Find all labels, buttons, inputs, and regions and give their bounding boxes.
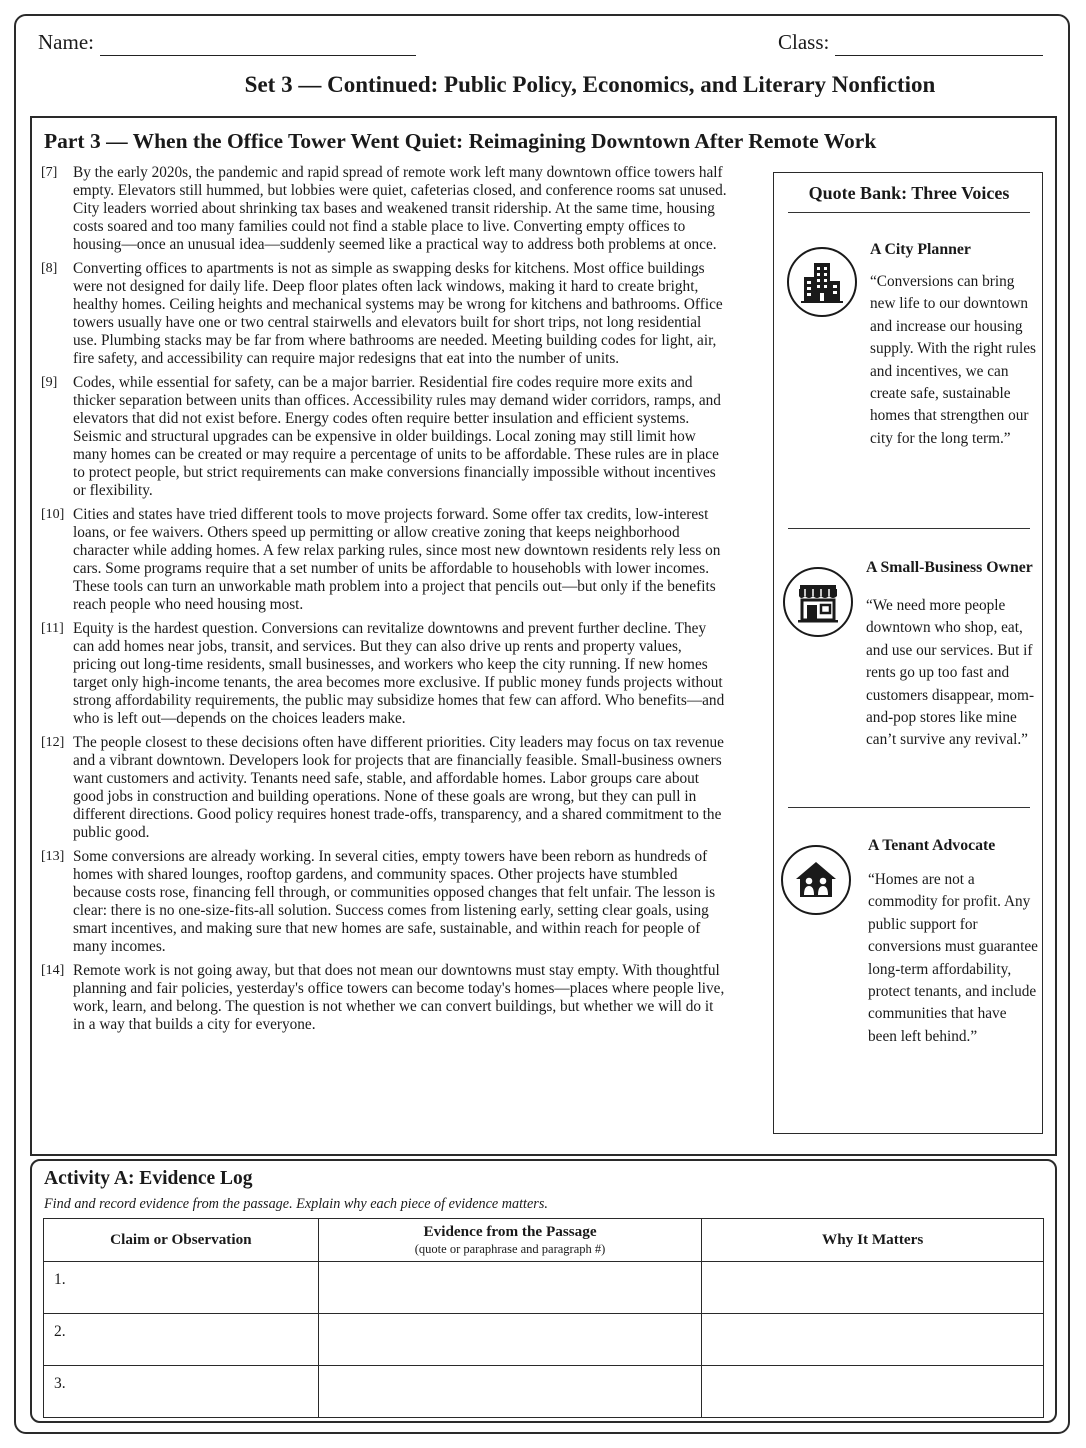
paragraph-7 xyxy=(40,164,728,254)
column-label: Evidence from the Passage xyxy=(423,1223,597,1240)
paragraph-text: Remote work is not going away, but that does not mean our downtowns must stay empty. With thoughtful planning and fair policies, yesterday's office towers can become today's homes—places where people live, work, learn, and belong. The question is not whether we can convert buildings, but whether we will do it in a way that builds a city for everyone. xyxy=(73,962,725,1033)
paragraph-number: [11] xyxy=(41,621,64,637)
voice-quote: “We need more people downtown who shop, eat, and use our services. But if rents go up too fast and customers disappear, mom-and-pop stores like mine can’t survive any revival.” xyxy=(866,597,1035,749)
claim-cell[interactable] xyxy=(44,1366,319,1418)
name-label: Name: xyxy=(38,30,94,54)
paragraph-text: By the early 2020s, the pandemic and rapid spread of remote work left many downtown office towers half empty. Elevators still hummed, but lobbies were quiet, cafeterias closed, and conference rooms sat unused. City leaders worried about shrinking tax bases and weakened transit ridership. At the same time, housing costs soared and too many families could not find a stable place to live. Converting empty offices to housing—once an unusual idea—suddenly seemed like a practical way to address both problems at once. xyxy=(73,164,727,253)
voice-quote: “Conversions can bring new life to our downtown and increase our housing supply. With the right rules and incentives, we can create safe, sustainable homes that strengthen our city for the long term.” xyxy=(870,273,1036,447)
paragraph-number: [7] xyxy=(41,165,58,180)
column-header-claim xyxy=(44,1219,319,1262)
paragraph-text: The people closest to these decisions often have different priorities. City leaders may focus on tax revenue and a vibrant downtown. Developers look for projects that are financially feasible. Small-business owners want customers and activity. Tenants need safe, stable, and affordable homes. Labor groups care about good jobs in construction and building operations. None of these goals are wrong, but they can pull in different directions. Good policy requires honest trade-offs, transparency, and a shared commitment to the public good. xyxy=(73,734,724,841)
storefront-icon xyxy=(783,567,853,637)
paragraph-number: [13] xyxy=(41,849,65,865)
row-number: 1. xyxy=(54,1271,66,1288)
evidence-cell[interactable] xyxy=(318,1366,702,1418)
class-field xyxy=(778,30,1043,56)
paragraph-number: [14] xyxy=(41,963,65,979)
paragraph-11 xyxy=(40,620,728,727)
column-label: Why It Matters xyxy=(822,1231,924,1248)
table-row xyxy=(44,1366,1044,1418)
paragraph-8 xyxy=(40,260,728,367)
passage-section xyxy=(30,116,1057,1156)
column-header-evidence xyxy=(318,1219,702,1262)
quote-bank-title: Quote Bank: Three Voices xyxy=(788,183,1030,213)
row-number: 2. xyxy=(54,1323,66,1340)
passage-paragraphs xyxy=(40,164,728,1040)
set-title: Set 3 — Continued: Public Policy, Economics, and Literary Nonfiction xyxy=(244,72,936,97)
quote-divider xyxy=(788,807,1030,808)
voice-quote: “Homes are not a commodity for profit. Any public support for conversions must guarantee long-term affordability, protect tenants, and include communities that have been left behind.” xyxy=(868,871,1038,1045)
why-cell[interactable] xyxy=(702,1366,1044,1418)
table-header-row xyxy=(44,1219,1044,1262)
office-building-icon xyxy=(787,247,857,317)
name-blank-line[interactable] xyxy=(100,30,416,56)
voice-name: A Small-Business Owner xyxy=(866,559,1033,576)
home-people-icon xyxy=(781,845,851,915)
table-row xyxy=(44,1314,1044,1366)
activity-section xyxy=(30,1159,1057,1423)
voice-name: A Tenant Advocate xyxy=(868,837,996,854)
table-row xyxy=(44,1262,1044,1314)
class-label: Class: xyxy=(778,30,830,54)
quote-divider xyxy=(788,528,1030,529)
paragraph-number: [10] xyxy=(41,507,65,523)
claim-cell[interactable] xyxy=(44,1262,319,1314)
paragraph-number: [12] xyxy=(41,735,65,751)
evidence-log-table xyxy=(43,1218,1044,1418)
claim-cell[interactable] xyxy=(44,1314,319,1366)
evidence-cell[interactable] xyxy=(318,1262,702,1314)
name-field xyxy=(38,30,416,56)
paragraph-12 xyxy=(40,734,728,841)
activity-instructions: Find and record evidence from the passage. Explain why each piece of evidence matters. xyxy=(44,1196,548,1212)
paragraph-text: Cities and states have tried different tools to move projects forward. Some offer tax credits, low-interest loans, or fee waivers. Others speed up permitting or allow creative zoning that keeps neighborhood character while adding homes. A few relax parking rules, since most new downtown residents rely less on cars. Some programs require that a set number of units be affordable to househobls with lower incomes. These tools can turn an unworkable math problem into a project that pencils out—but only if the benefits reach people who need housing most. xyxy=(73,506,721,613)
column-label: Claim or Observation xyxy=(110,1231,252,1248)
paragraph-text: Codes, while essential for safety, can be a major barrier. Residential fire codes require more exits and thicker separation between units than offices. Accessibility rules may demand wider corridors, ramps, and elevators that did not exist before. Energy codes often require better insulation and efficient systems. Seismic and structural upgrades can be expensive in older buildings. Local zoning may still limit how many homes can be created or may require a percentage of units to be affordable. These rules are in place to protect people, but strict requirements can make conversions financially impossible without incentives or flexibility. xyxy=(73,374,721,499)
paragraph-number: [8] xyxy=(41,261,58,277)
paragraph-14 xyxy=(40,962,728,1034)
evidence-cell[interactable] xyxy=(318,1314,702,1366)
paragraph-text: Equity is the hardest question. Conversions can revitalize downtowns and prevent further decline. They can add homes near jobs, transit, and services. But they can also drive up rents and property values, pricing out long-time residents, small businesses, and workers who keep the city running. If new homes target only high-income tenants, the area becomes more exclusive. If public money funds projects without strong affordability requirements, the public may subsidize homes that few can afford. Who benefits—and who is left out—depends on the choices leaders make. xyxy=(73,620,725,727)
paragraph-10 xyxy=(40,506,728,613)
row-number: 3. xyxy=(54,1375,66,1392)
paragraph-text: Some conversions are already working. In several cities, empty towers have been reborn as hundreds of homes with shared lounges, rooftop gardens, and community spaces. Other projects have stumbled because costs rose, financing fell through, or communities opposed changes that felt unfair. The lesson is clear: there is no one-size-fits-all solution. Success comes from listening early, setting clear goals, using smart incentives, and making sure that new homes are safe, sustainable, and within reach for people of many incomes. xyxy=(73,848,716,955)
class-blank-line[interactable] xyxy=(835,30,1043,56)
paragraph-number: [9] xyxy=(41,375,58,391)
column-sublabel: (quote or paraphrase and paragraph #) xyxy=(414,1242,606,1256)
quote-bank xyxy=(773,172,1043,1134)
why-cell[interactable] xyxy=(702,1262,1044,1314)
paragraph-13 xyxy=(40,848,728,955)
paragraph-9 xyxy=(40,374,728,499)
part-title: Part 3 — When the Office Tower Went Quiet: Reimagining Downtown After Remote Work xyxy=(44,129,877,153)
activity-title: Activity A: Evidence Log xyxy=(44,1168,253,1189)
paragraph-text: Converting offices to apartments is not as simple as swapping desks for kitchens. Most office buildings were not designed for daily life. Deep floor plates often lack windows, making it hard to create bright, healthy homes. Ceiling heights and mechanical systems may be wrong for kitchens and bathrooms. Office towers usually have one or two central stairwells and elevators built for short trips, not long residential use. Plumbing stacks may be far from where bathrooms are needed. Meeting building codes for light, air, fire safety, and accessibility can require major redesigns that eat into the number of units. xyxy=(73,260,723,367)
why-cell[interactable] xyxy=(702,1314,1044,1366)
voice-name: A City Planner xyxy=(870,241,971,258)
column-header-why xyxy=(702,1219,1044,1262)
